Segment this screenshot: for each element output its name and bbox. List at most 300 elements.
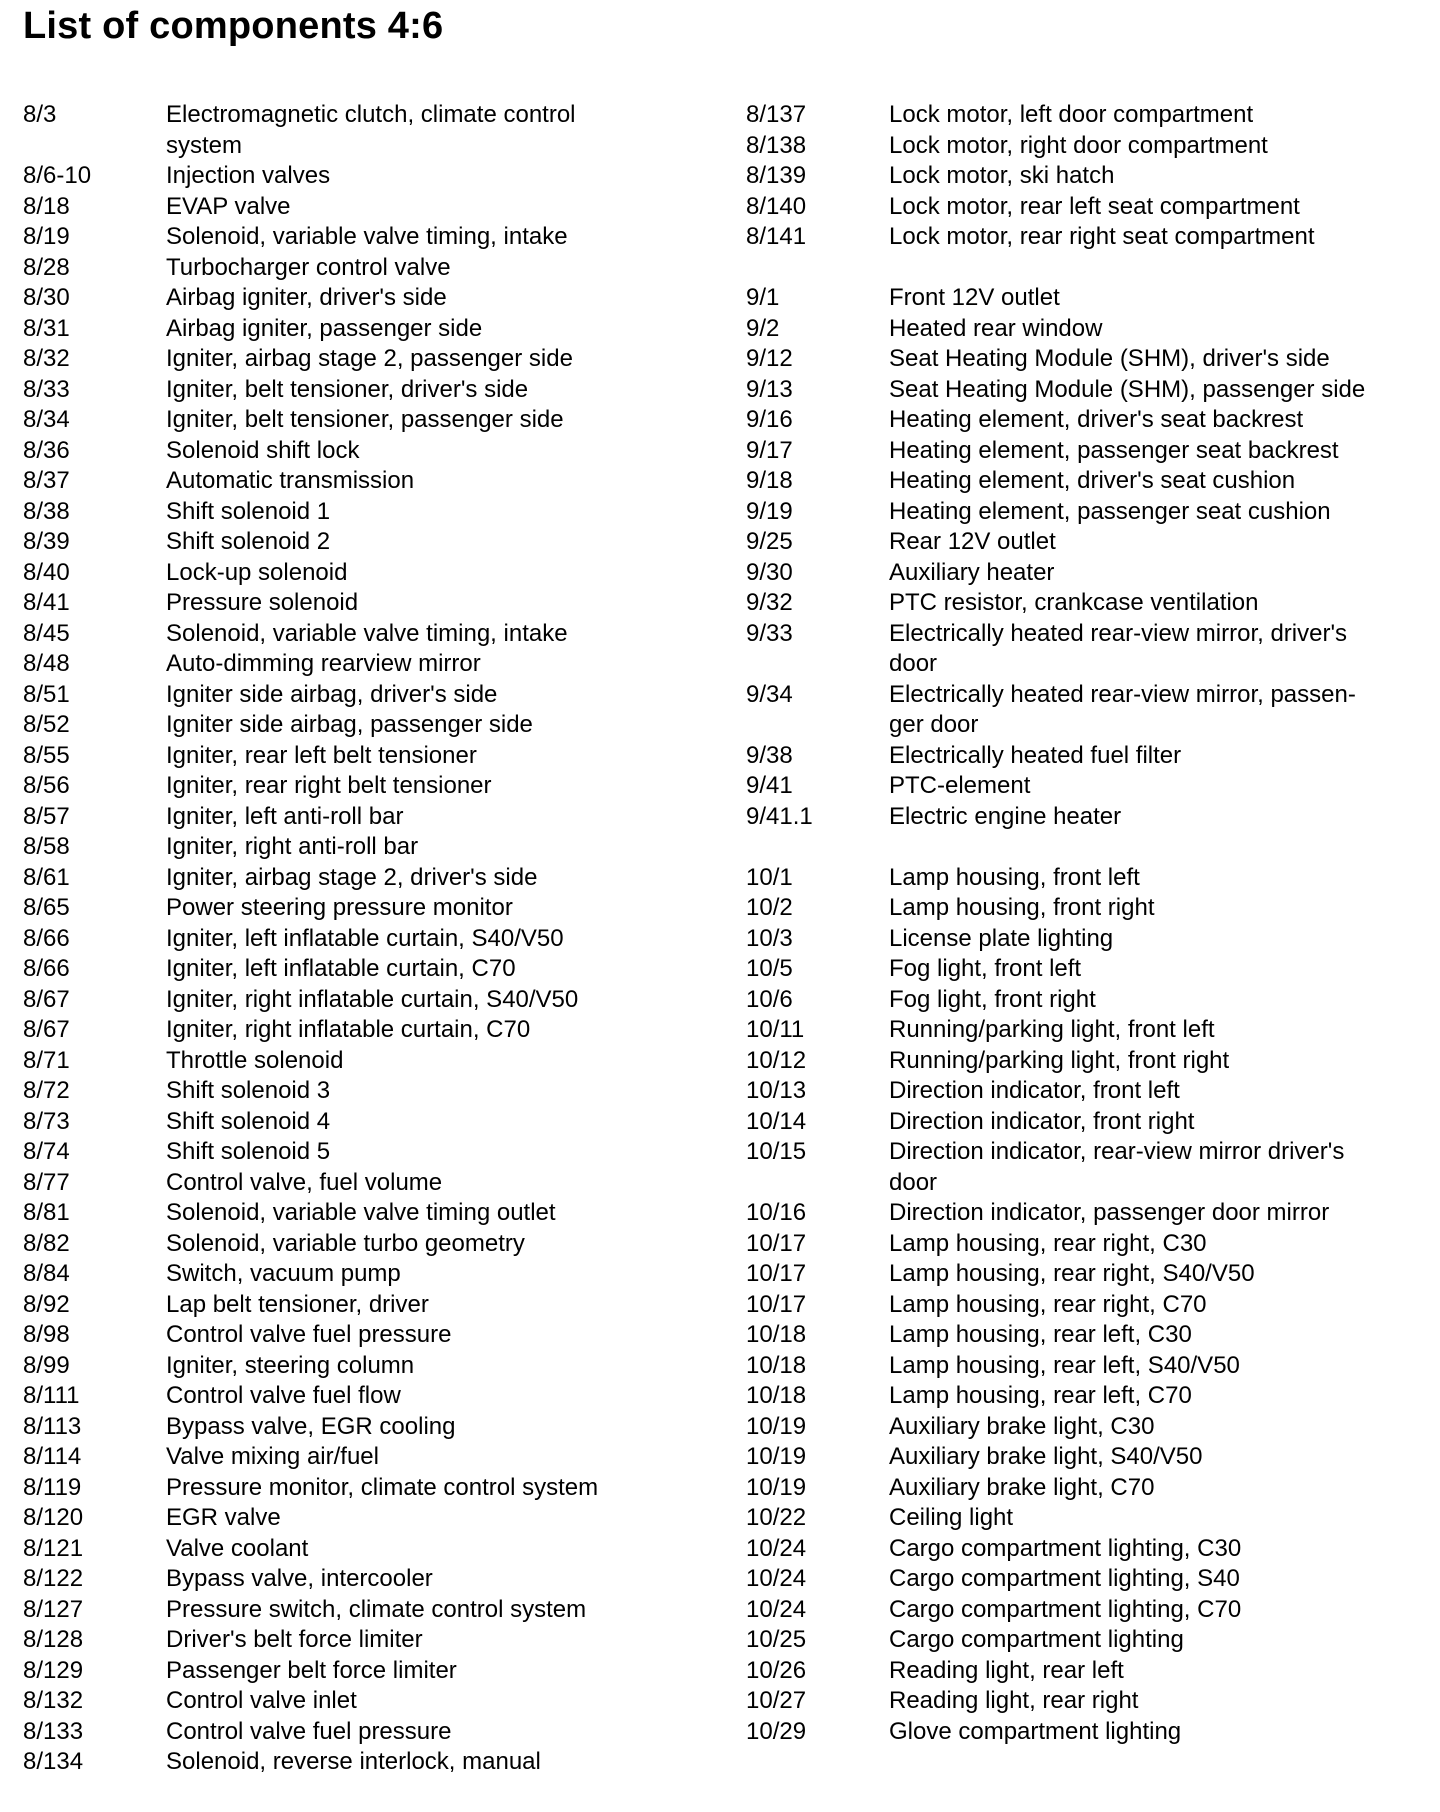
component-entry	[23, 558, 643, 589]
component-description	[889, 100, 1399, 131]
component-description	[166, 222, 636, 253]
component-code: 8/77	[23, 1168, 70, 1196]
description-line: Electrically heated rear-view mirror, driver's	[889, 619, 1348, 647]
component-code: 9/12	[746, 345, 793, 372]
component-code: 8/119	[23, 1473, 82, 1501]
component-entry	[23, 1534, 643, 1565]
description-line: Throttle solenoid	[166, 1046, 344, 1074]
component-entry	[23, 1107, 643, 1138]
description-line: Igniter, left inflatable curtain, S40/V50	[166, 924, 564, 952]
component-entry	[746, 375, 1406, 406]
description-line: Passenger belt force limiter	[166, 1656, 457, 1684]
component-entry	[746, 1564, 1406, 1595]
component-entry	[23, 1503, 643, 1534]
component-description	[889, 192, 1399, 223]
component-code: 8/120	[23, 1504, 84, 1531]
component-code: 10/19	[746, 1443, 807, 1470]
component-code: 8/66	[23, 955, 70, 982]
description-line: Valve coolant	[166, 1534, 309, 1562]
component-entry	[23, 1320, 643, 1351]
component-description	[166, 1107, 636, 1138]
component-entry	[746, 1351, 1406, 1382]
component-description	[166, 863, 636, 894]
description-line: Heating element, passenger seat cushion	[889, 497, 1331, 525]
component-description	[889, 1229, 1399, 1260]
component-code: 9/41.1	[746, 802, 813, 830]
description-line: Solenoid, reverse interlock, manual	[166, 1748, 541, 1775]
component-description	[166, 680, 636, 711]
component-entry	[23, 1015, 643, 1046]
component-description	[166, 375, 636, 406]
component-entry	[23, 1229, 643, 1260]
description-line: Solenoid shift lock	[166, 436, 360, 464]
component-code: 9/1	[746, 284, 780, 311]
component-description	[166, 466, 636, 497]
component-code: 8/52	[23, 711, 70, 738]
component-description	[889, 1290, 1399, 1321]
component-entry	[746, 1534, 1406, 1565]
component-code: 8/98	[23, 1321, 70, 1348]
description-line: Igniter, belt tensioner, passenger side	[166, 406, 564, 433]
component-entry	[746, 1595, 1406, 1626]
description-line: Igniter side airbag, driver's side	[166, 680, 498, 708]
component-entry	[746, 1412, 1406, 1443]
component-entry	[746, 1076, 1406, 1107]
component-description	[166, 710, 636, 741]
component-code: 10/17	[746, 1260, 807, 1287]
component-code: 10/24	[746, 1534, 807, 1562]
description-line: Auxiliary heater	[889, 558, 1055, 586]
component-entry	[23, 1259, 643, 1290]
component-code: 8/51	[23, 680, 70, 708]
description-line: ger door	[889, 711, 979, 738]
description-line: Heated rear window	[889, 314, 1103, 342]
description-line: EVAP valve	[166, 192, 291, 220]
component-entry	[23, 1412, 643, 1443]
component-entry	[746, 588, 1406, 619]
component-entry	[23, 1381, 643, 1412]
component-code: 10/6	[746, 985, 793, 1013]
component-entry	[23, 802, 643, 833]
component-code: 9/25	[746, 528, 793, 555]
component-description	[166, 1046, 636, 1077]
component-code: 10/26	[746, 1656, 807, 1684]
description-line: Direction indicator, front right	[889, 1107, 1195, 1135]
component-code: 10/29	[746, 1717, 807, 1745]
component-entry	[23, 863, 643, 894]
description-line: Seat Heating Module (SHM), driver's side	[889, 345, 1330, 372]
component-code: 8/114	[23, 1443, 82, 1470]
description-line: Direction indicator, passenger door mirror	[889, 1199, 1330, 1226]
component-entry	[23, 1686, 643, 1717]
description-line: Lock-up solenoid	[166, 558, 348, 586]
description-line: Turbocharger control valve	[166, 253, 451, 281]
component-description	[889, 1473, 1399, 1504]
component-entry	[746, 1107, 1406, 1138]
component-entry	[746, 100, 1406, 131]
component-description	[889, 314, 1399, 345]
component-code: 8/140	[746, 192, 807, 220]
description-line: Direction indicator, rear-view mirror driver's	[889, 1138, 1345, 1165]
component-description	[166, 771, 636, 802]
component-code: 8/41	[23, 589, 70, 616]
component-entry	[23, 1564, 643, 1595]
component-code: 8/122	[23, 1565, 84, 1592]
description-line: PTC-element	[889, 772, 1031, 799]
component-code: 8/3	[23, 101, 57, 128]
component-description	[166, 527, 636, 558]
component-code: 8/37	[23, 467, 70, 494]
component-entry	[23, 1717, 643, 1748]
component-description	[889, 1351, 1399, 1382]
component-entry	[23, 893, 643, 924]
component-entry	[23, 527, 643, 558]
description-line: Lock motor, left door compartment	[889, 101, 1254, 128]
component-entry	[23, 954, 643, 985]
component-description	[889, 1656, 1399, 1687]
component-code: 8/74	[23, 1138, 70, 1165]
description-line: Rear 12V outlet	[889, 528, 1056, 555]
description-line: Control valve fuel pressure	[166, 1321, 452, 1348]
component-code: 8/33	[23, 375, 70, 403]
description-line: Power steering pressure monitor	[166, 894, 513, 921]
component-code: 8/45	[23, 619, 70, 647]
description-line: Electrically heated rear-view mirror, passen-	[889, 680, 1356, 708]
component-code: 8/92	[23, 1290, 70, 1318]
description-line: Lamp housing, rear left, C30	[889, 1321, 1192, 1348]
component-entry	[23, 1656, 643, 1687]
component-description	[889, 558, 1399, 589]
component-code: 8/141	[746, 223, 807, 250]
component-code: 8/127	[23, 1595, 84, 1623]
component-entry	[23, 1442, 643, 1473]
component-description	[166, 1747, 636, 1778]
component-code: 8/56	[23, 772, 70, 799]
component-description	[166, 497, 636, 528]
description-line: Lamp housing, rear right, S40/V50	[889, 1260, 1255, 1287]
description-line: Solenoid, variable valve timing, intake	[166, 619, 568, 647]
component-description	[166, 192, 636, 223]
component-entry	[746, 741, 1406, 772]
component-description	[889, 1412, 1399, 1443]
description-line: Electric engine heater	[889, 802, 1122, 830]
component-code: 8/38	[23, 497, 70, 525]
description-line: Auto-dimming rearview mirror	[166, 650, 481, 677]
component-description	[889, 1107, 1399, 1138]
component-code: 9/18	[746, 467, 793, 494]
component-description	[166, 1351, 636, 1382]
component-description	[166, 1168, 636, 1199]
component-description	[889, 1015, 1399, 1046]
component-entry	[23, 1137, 643, 1168]
component-description	[889, 222, 1399, 253]
component-code: 8/6-10	[23, 162, 92, 189]
component-description	[166, 1229, 636, 1260]
description-line: Control valve fuel pressure	[166, 1717, 452, 1745]
component-description	[889, 924, 1399, 955]
component-description	[889, 802, 1399, 833]
component-entry	[746, 893, 1406, 924]
component-code: 8/121	[23, 1534, 84, 1562]
component-code: 8/139	[746, 162, 807, 189]
description-line: Shift solenoid 5	[166, 1138, 331, 1165]
component-description	[166, 588, 636, 619]
component-entry	[23, 710, 643, 741]
component-code: 8/111	[23, 1382, 80, 1409]
component-code: 10/24	[746, 1595, 807, 1623]
description-line: Reading light, rear left	[889, 1656, 1124, 1684]
description-line: Electrically heated fuel filter	[889, 741, 1182, 769]
component-code: 8/57	[23, 802, 70, 830]
component-code: 8/84	[23, 1260, 70, 1287]
description-line: Bypass valve, intercooler	[166, 1565, 433, 1592]
component-code: 10/11	[746, 1016, 805, 1043]
description-line: Shift solenoid 1	[166, 497, 331, 525]
component-entry	[746, 131, 1406, 162]
component-entry	[746, 802, 1406, 833]
description-line: Cargo compartment lighting, C70	[889, 1595, 1242, 1623]
component-code: 8/99	[23, 1351, 70, 1379]
component-description	[166, 161, 636, 192]
component-entry	[23, 314, 643, 345]
component-description	[889, 588, 1399, 619]
component-entry	[23, 1625, 643, 1656]
description-line: License plate lighting	[889, 924, 1114, 952]
description-line: Bypass valve, EGR cooling	[166, 1412, 456, 1440]
component-entry	[23, 588, 643, 619]
component-entry	[23, 375, 643, 406]
component-entry	[746, 1686, 1406, 1717]
description-line: Injection valves	[166, 162, 331, 189]
description-line: Solenoid, variable valve timing, intake	[166, 223, 568, 250]
component-description	[889, 741, 1399, 772]
component-code: 10/15	[746, 1138, 807, 1165]
component-code: 9/33	[746, 619, 793, 647]
component-entry	[23, 1290, 643, 1321]
component-code: 8/67	[23, 985, 70, 1013]
component-description	[889, 1534, 1399, 1565]
description-line: Igniter, right anti-roll bar	[166, 833, 419, 860]
component-entry	[23, 1076, 643, 1107]
component-description	[166, 1625, 636, 1656]
component-code: 8/133	[23, 1717, 84, 1745]
component-code: 8/55	[23, 741, 70, 769]
component-entry	[23, 497, 643, 528]
description-line: Lock motor, ski hatch	[889, 162, 1115, 189]
component-code: 9/17	[746, 436, 793, 464]
description-line: Fog light, front left	[889, 955, 1082, 982]
component-entry	[746, 161, 1406, 192]
component-entry	[23, 649, 643, 680]
component-description	[889, 1259, 1399, 1290]
component-code: 8/81	[23, 1199, 70, 1226]
description-line: Lamp housing, front left	[889, 863, 1140, 891]
description-line: Heating element, driver's seat backrest	[889, 406, 1304, 433]
component-description	[166, 924, 636, 955]
component-entry	[746, 1229, 1406, 1260]
component-entry	[746, 222, 1406, 253]
component-entry	[23, 1198, 643, 1229]
description-line: Pressure monitor, climate control system	[166, 1473, 599, 1501]
component-code: 10/17	[746, 1229, 807, 1257]
component-entry	[746, 314, 1406, 345]
component-code: 9/19	[746, 497, 793, 525]
component-description	[166, 1534, 636, 1565]
description-line: Control valve fuel flow	[166, 1382, 401, 1409]
component-description	[166, 283, 636, 314]
description-line: Cargo compartment lighting, C30	[889, 1534, 1242, 1562]
component-code: 8/31	[23, 314, 70, 342]
description-line: Igniter, right inflatable curtain, S40/V50	[166, 985, 579, 1013]
component-entry	[746, 1046, 1406, 1077]
component-description	[166, 558, 636, 589]
component-code: 10/25	[746, 1626, 807, 1653]
description-line: Igniter, right inflatable curtain, C70	[166, 1016, 531, 1043]
description-line: door	[889, 650, 938, 677]
component-code: 8/132	[23, 1687, 84, 1714]
component-entry	[746, 344, 1406, 375]
component-entry	[23, 1046, 643, 1077]
component-entry	[746, 619, 1406, 680]
description-line: Glove compartment lighting	[889, 1717, 1182, 1745]
component-description	[166, 619, 636, 650]
component-entry	[746, 497, 1406, 528]
description-line: Solenoid, variable valve timing outlet	[166, 1199, 556, 1226]
component-code: 8/129	[23, 1656, 84, 1684]
component-code: 10/13	[746, 1077, 807, 1104]
component-description	[889, 1564, 1399, 1595]
description-line: Reading light, rear right	[889, 1687, 1139, 1714]
description-line: Driver's belt force limiter	[166, 1626, 423, 1653]
component-description	[166, 1564, 636, 1595]
component-description	[889, 863, 1399, 894]
description-line: Igniter, belt tensioner, driver's side	[166, 375, 529, 403]
component-entry	[746, 192, 1406, 223]
component-description	[166, 954, 636, 985]
component-entry	[746, 1381, 1406, 1412]
component-code: 8/73	[23, 1107, 70, 1135]
component-code: 10/17	[746, 1290, 807, 1318]
component-entry	[23, 1473, 643, 1504]
component-description	[889, 1442, 1399, 1473]
component-description	[166, 1473, 636, 1504]
component-entry	[746, 954, 1406, 985]
section-gap	[746, 253, 1406, 284]
description-line: Switch, vacuum pump	[166, 1260, 401, 1287]
component-entry	[23, 741, 643, 772]
component-code: 8/113	[23, 1412, 82, 1440]
component-code: 10/12	[746, 1046, 807, 1074]
component-description	[166, 649, 636, 680]
component-entry	[23, 1351, 643, 1382]
component-description	[166, 741, 636, 772]
component-description	[166, 436, 636, 467]
component-code: 8/19	[23, 223, 70, 250]
description-line: Pressure switch, climate control system	[166, 1595, 587, 1623]
component-code: 10/18	[746, 1382, 807, 1409]
component-entry	[23, 680, 643, 711]
component-description	[889, 375, 1399, 406]
component-description	[166, 1015, 636, 1046]
component-description	[889, 954, 1399, 985]
component-entry	[23, 344, 643, 375]
component-code: 8/134	[23, 1748, 84, 1775]
description-line: Auxiliary brake light, C30	[889, 1412, 1155, 1440]
component-list-left	[23, 100, 643, 1778]
component-description	[166, 405, 636, 436]
component-description	[889, 466, 1399, 497]
component-description	[166, 1076, 636, 1107]
description-line: Igniter, rear left belt tensioner	[166, 741, 477, 769]
component-entry	[746, 1320, 1406, 1351]
component-description	[889, 131, 1399, 162]
component-description	[889, 1686, 1399, 1717]
component-description	[889, 1320, 1399, 1351]
description-line: Control valve, fuel volume	[166, 1168, 443, 1196]
component-description	[889, 1046, 1399, 1077]
component-entry	[746, 771, 1406, 802]
component-code: 8/40	[23, 558, 70, 586]
description-line: Fog light, front right	[889, 985, 1096, 1013]
description-line: Solenoid, variable turbo geometry	[166, 1229, 525, 1257]
component-code: 10/27	[746, 1687, 807, 1714]
component-description	[889, 527, 1399, 558]
component-code: 9/13	[746, 375, 793, 403]
component-description	[166, 1137, 636, 1168]
component-code: 10/14	[746, 1107, 807, 1135]
description-line: Igniter, airbag stage 2, passenger side	[166, 345, 573, 372]
description-line: Igniter, steering column	[166, 1351, 415, 1379]
description-line: Automatic transmission	[166, 467, 415, 494]
component-description	[166, 1717, 636, 1748]
component-code: 8/82	[23, 1229, 70, 1257]
component-description	[889, 1625, 1399, 1656]
section-gap	[746, 832, 1406, 863]
component-code: 9/41	[746, 772, 793, 799]
description-line: Running/parking light, front right	[889, 1046, 1230, 1074]
component-entry	[746, 405, 1406, 436]
description-line: Control valve inlet	[166, 1687, 357, 1714]
component-code: 8/61	[23, 863, 70, 891]
component-entry	[746, 1625, 1406, 1656]
component-description	[889, 1503, 1399, 1534]
component-entry	[746, 1442, 1406, 1473]
component-entry	[23, 466, 643, 497]
page-title: List of components 4:6	[23, 5, 444, 47]
component-entry	[23, 283, 643, 314]
component-code: 10/19	[746, 1412, 807, 1440]
component-entry	[23, 832, 643, 863]
description-line: Airbag igniter, passenger side	[166, 314, 483, 342]
component-code: 9/2	[746, 314, 780, 342]
component-code: 8/34	[23, 406, 70, 433]
component-description	[889, 1595, 1399, 1626]
description-line: Igniter, left inflatable curtain, C70	[166, 955, 516, 982]
description-line: Cargo compartment lighting, S40	[889, 1565, 1240, 1592]
component-entry	[746, 1259, 1406, 1290]
component-description	[889, 1137, 1399, 1198]
component-description	[889, 1381, 1399, 1412]
component-description	[166, 100, 636, 161]
component-entry	[746, 1656, 1406, 1687]
component-description	[166, 985, 636, 1016]
component-entry	[23, 1747, 643, 1778]
component-entry	[746, 558, 1406, 589]
component-entry	[746, 863, 1406, 894]
component-description	[166, 1381, 636, 1412]
component-description	[166, 314, 636, 345]
component-code: 8/138	[746, 131, 807, 159]
